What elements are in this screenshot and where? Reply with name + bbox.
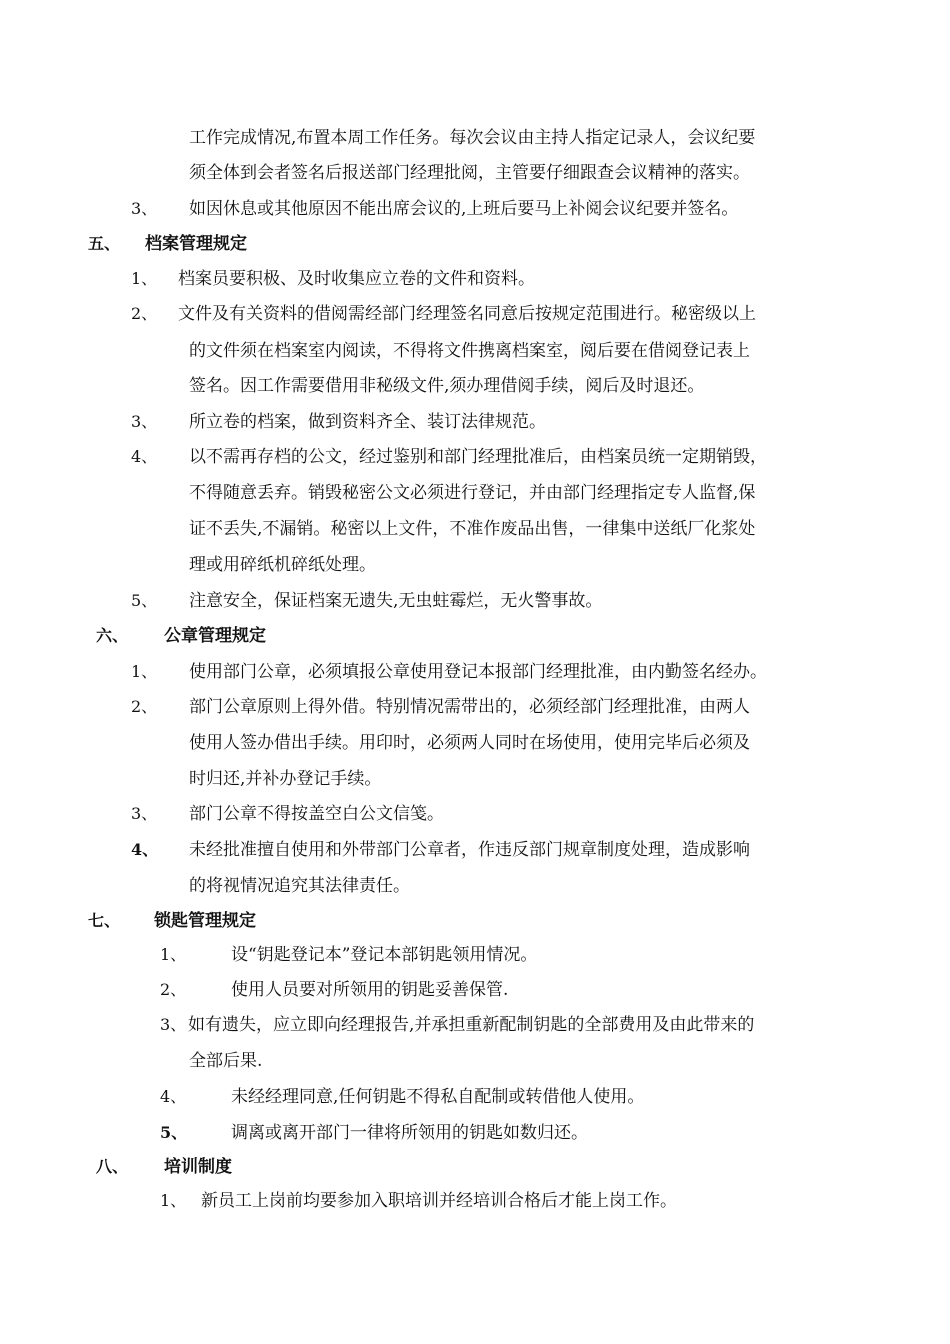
section-heading: 锁匙管理规定	[154, 911, 256, 931]
item-number: 5、	[160, 1123, 188, 1142]
text-line: 须全体到会者签名后报送部门经理批阅，主管要仔细跟查会议精神的落实。	[189, 163, 750, 183]
text-line: 所立卷的档案，做到资料齐全、装订法律规范。	[189, 412, 546, 432]
item-number: 2、	[131, 304, 158, 323]
text-line: 如因休息或其他原因不能出席会议的,上班后要马上补阅会议纪要并签名。	[189, 199, 739, 219]
text-line: 不得随意丢弃。销毁秘密公文必须进行登记，并由部门经理指定专人监督,保	[189, 483, 756, 503]
text-line: 证不丢失,不漏销。秘密以上文件，不准作废品出售，一律集中送纸厂化浆处	[189, 519, 756, 539]
text-line: 使用人签办借出手续。用印时，必须两人同时在场使用，使用完毕后必须及	[189, 733, 750, 753]
text-line: 使用部门公章，必须填报公章使用登记本报部门经理批准，由内勤签名经办。	[189, 662, 767, 682]
text-line: 部门公章不得按盖空白公文信笺。	[189, 804, 444, 824]
item-number: 4、	[131, 447, 158, 466]
text-line: 部门公章原则上得外借。特别情况需带出的，必须经部门经理批准，由两人	[189, 697, 750, 717]
text-line: 以不需再存档的公文，经过鉴别和部门经理批准后，由档案员统一定期销毁，	[189, 447, 767, 467]
item-number: 2、	[160, 980, 187, 999]
text-line: 签名。因工作需要借用非秘级文件,须办理借阅手续，阅后及时退还。	[189, 376, 705, 396]
text-line: 全部后果.	[189, 1051, 263, 1071]
section-heading: 档案管理规定	[145, 234, 247, 254]
text-line: 如有遗失，应立即向经理报告,并承担重新配制钥匙的全部费用及由此带来的	[188, 1015, 755, 1035]
item-number: 3、	[131, 412, 158, 431]
item-number: 3、	[160, 1015, 187, 1034]
text-line: 时归还,并补办登记手续。	[189, 769, 382, 789]
text-line: 未经批准擅自使用和外带部门公章者，作违反部门规章制度处理，造成影响	[189, 840, 750, 860]
item-number: 3、	[131, 199, 158, 218]
section-number: 八、	[96, 1157, 129, 1176]
text-line: 未经经理同意,任何钥匙不得私自配制或转借他人使用。	[231, 1087, 645, 1107]
text-line: 档案员要积极、及时收集应立卷的文件和资料。	[178, 269, 535, 289]
item-number: 5、	[131, 591, 158, 610]
text-line: 工作完成情况,布置本周工作任务。每次会议由主持人指定记录人，会议纪要	[189, 128, 756, 148]
text-line: 使用人员要对所领用的钥匙妥善保管.	[231, 980, 509, 1000]
text-line: 新员工上岗前均要参加入职培训并经培训合格后才能上岗工作。	[201, 1191, 677, 1211]
section-number: 五、	[88, 234, 121, 253]
text-line: 注意安全，保证档案无遗失,无虫蛀霉烂，无火警事故。	[189, 591, 603, 611]
item-number: 1、	[131, 662, 158, 681]
item-number: 1、	[160, 1191, 187, 1210]
item-number: 1、	[131, 269, 158, 288]
text-line: 的将视情况追究其法律责任。	[189, 876, 410, 896]
text-line: 理或用碎纸机碎纸处理。	[189, 555, 376, 575]
text-line: 调离或离开部门一律将所领用的钥匙如数归还。	[231, 1123, 588, 1143]
item-number: 2、	[131, 697, 158, 716]
text-line: 的文件须在档案室内阅读，不得将文件携离档案室，阅后要在借阅登记表上	[189, 341, 750, 361]
section-heading: 培训制度	[164, 1157, 232, 1177]
item-number: 1、	[160, 945, 187, 964]
text-line: 设“钥匙登记本”登记本部钥匙领用情况。	[231, 945, 538, 965]
item-number: 4、	[160, 1087, 187, 1106]
section-heading: 公章管理规定	[164, 626, 266, 646]
section-number: 六、	[96, 626, 129, 645]
item-number: 3、	[131, 804, 158, 823]
item-number: 4、	[131, 840, 159, 859]
text-line: 文件及有关资料的借阅需经部门经理签名同意后按规定范围进行。秘密级以上	[178, 304, 756, 324]
section-number: 七、	[88, 911, 121, 930]
